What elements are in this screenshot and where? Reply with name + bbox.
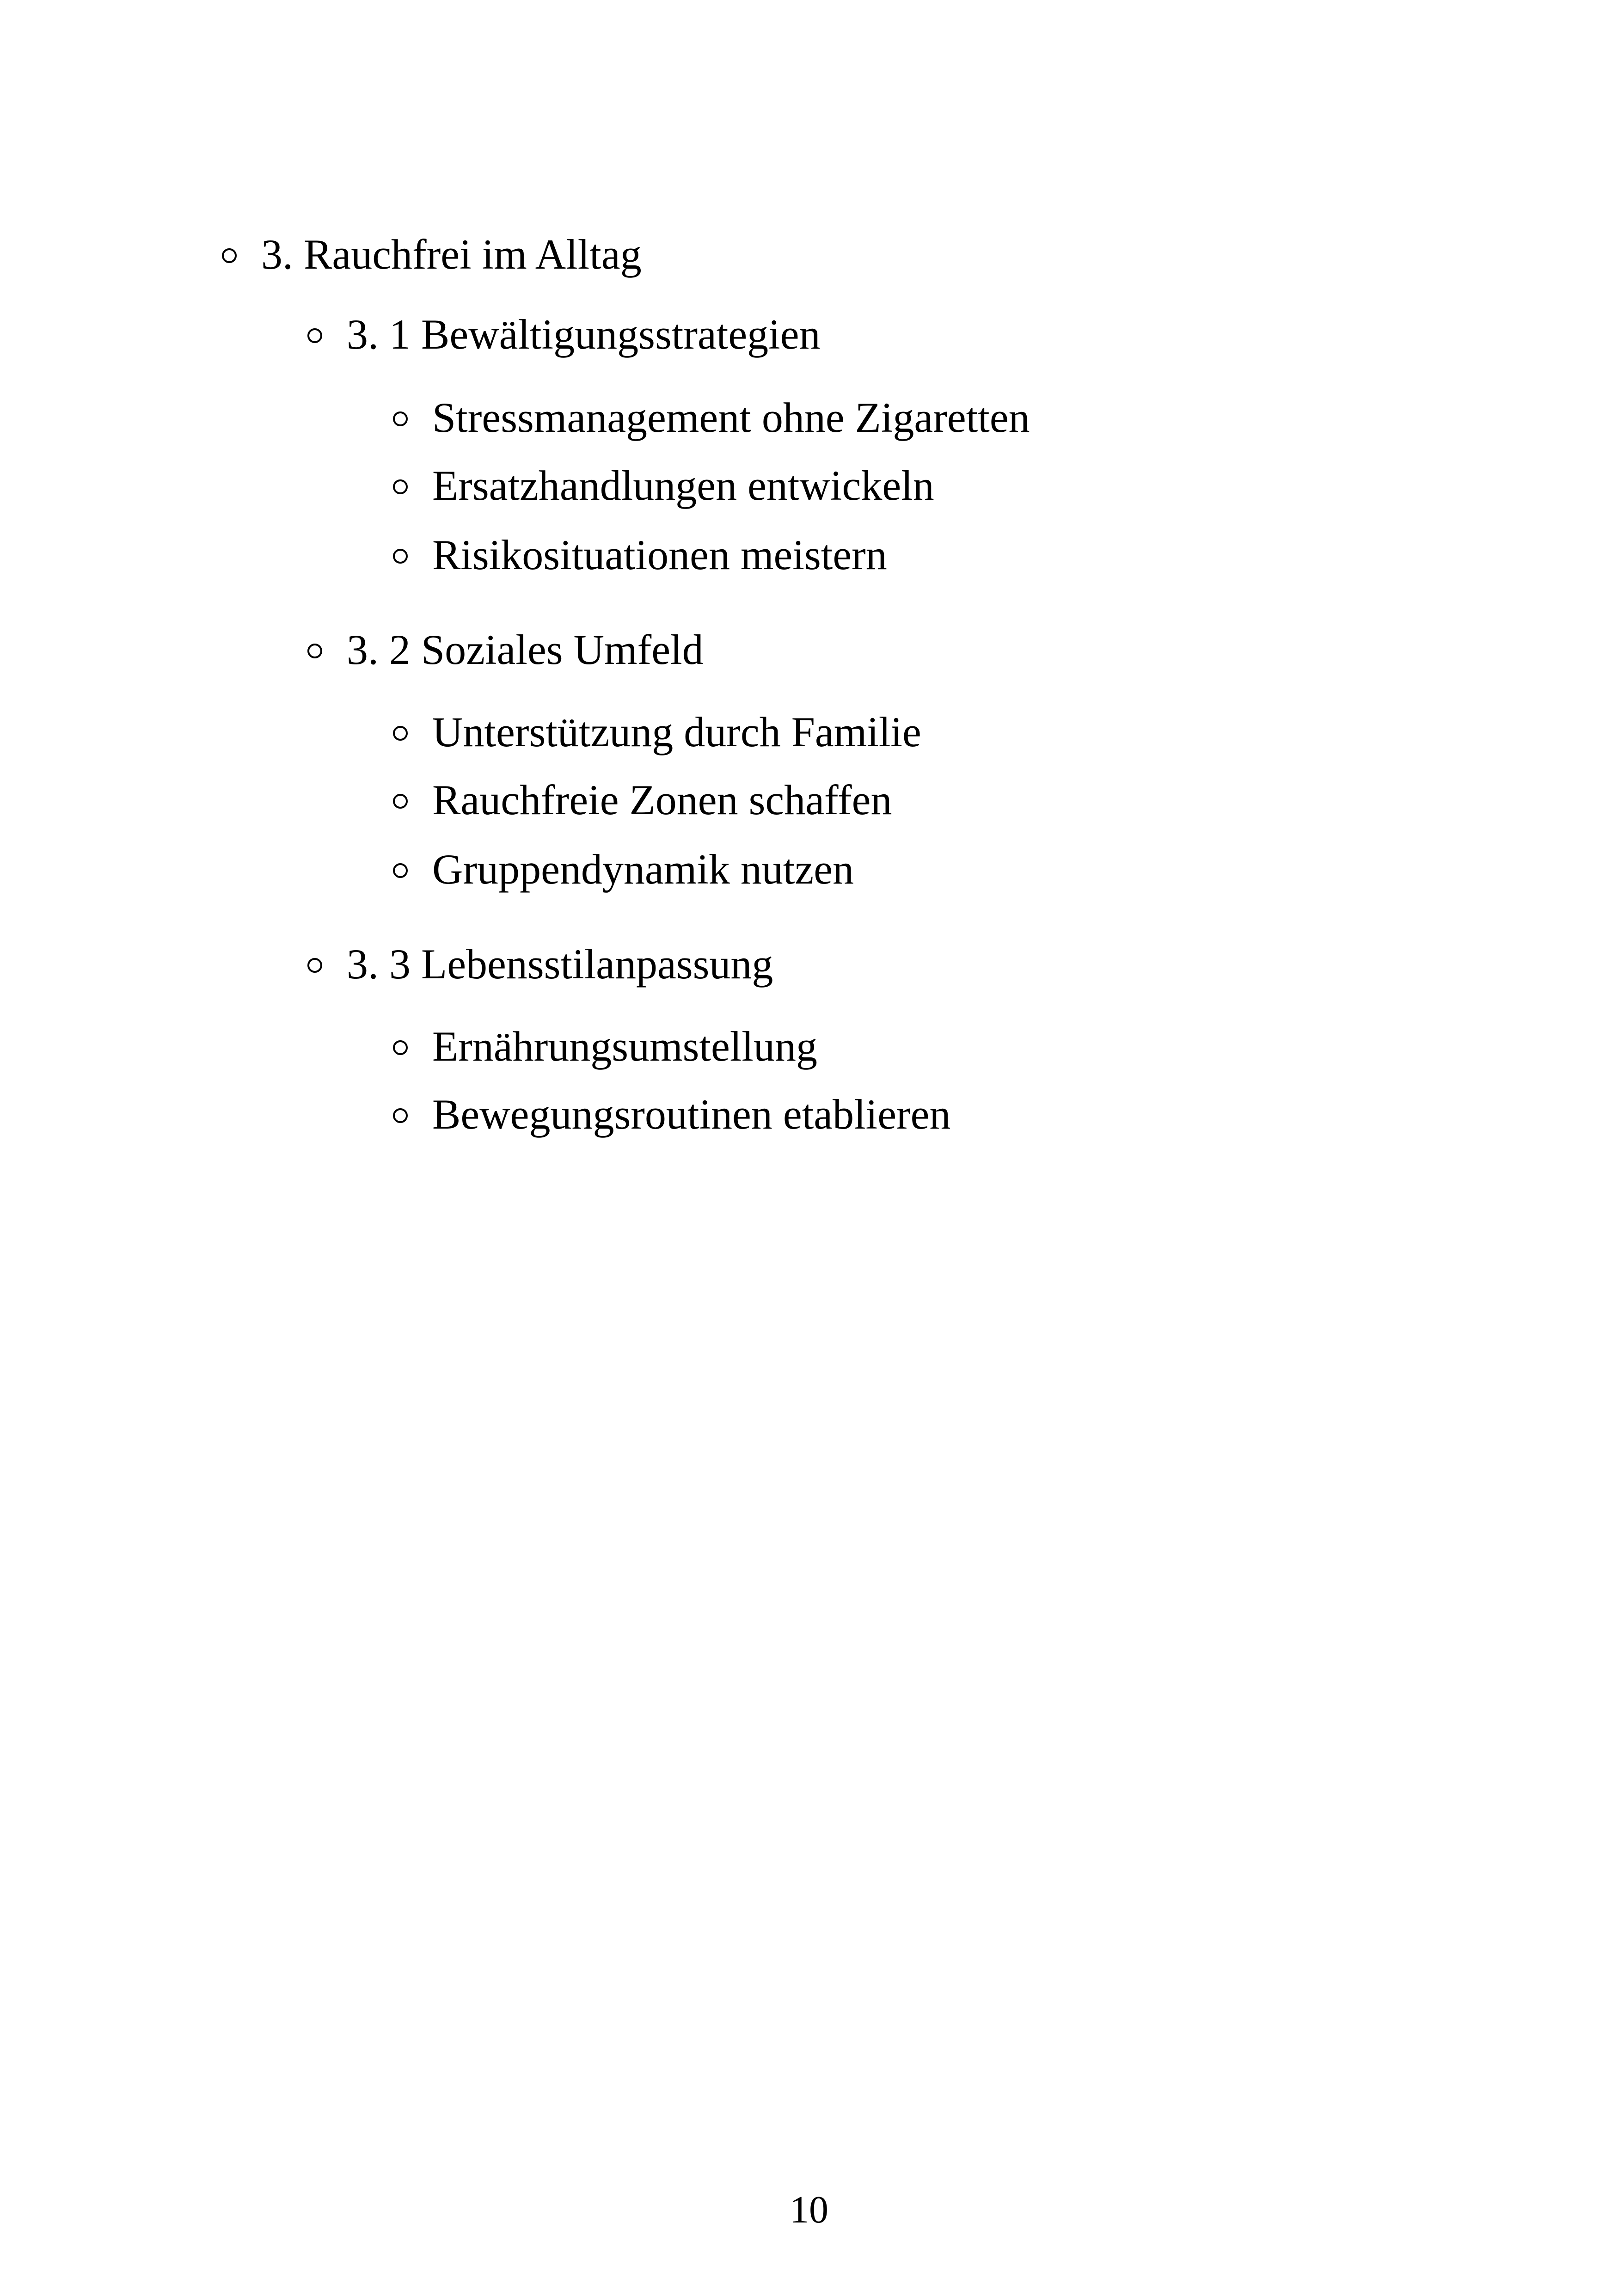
list-item-text: Unterstützung durch Familie <box>432 708 921 755</box>
hollow-circle-bullet-icon <box>393 704 424 760</box>
list-item-text: Ernährungsumstellung <box>432 1023 817 1070</box>
list-item-text: Rauchfreie Zonen schaffen <box>432 776 892 823</box>
hollow-circle-bullet-icon <box>393 1087 424 1142</box>
list-item-text: Gruppendynamik nutzen <box>432 846 854 893</box>
subsection-heading-text: 3. 1 Bewältigungsstrategien <box>347 311 821 358</box>
hollow-circle-bullet-icon <box>307 622 339 677</box>
hollow-circle-bullet-icon <box>393 1019 424 1074</box>
subsection-heading-text: 3. 3 Lebensstilanpassung <box>347 940 773 988</box>
hollow-circle-bullet-icon <box>393 772 424 828</box>
page-number: 10 <box>790 2188 828 2231</box>
hollow-circle-bullet-icon <box>222 227 253 282</box>
hollow-circle-bullet-icon <box>393 390 424 445</box>
list-item-text: Ersatzhandlungen entwickeln <box>432 462 934 509</box>
hollow-circle-bullet-icon <box>307 936 339 992</box>
section-heading-text: 3. Rauchfrei im Alltag <box>261 231 642 278</box>
list-item-text: Risikosituationen meistern <box>432 531 887 578</box>
list-item-text: Bewegungsroutinen etablieren <box>432 1091 951 1138</box>
hollow-circle-bullet-icon <box>393 527 424 583</box>
hollow-circle-bullet-icon <box>307 307 339 362</box>
subsection-heading-text: 3. 2 Soziales Umfeld <box>347 626 704 673</box>
hollow-circle-bullet-icon <box>393 458 424 513</box>
list-item-text: Stressmanagement ohne Zigaretten <box>432 394 1030 441</box>
hollow-circle-bullet-icon <box>393 841 424 897</box>
